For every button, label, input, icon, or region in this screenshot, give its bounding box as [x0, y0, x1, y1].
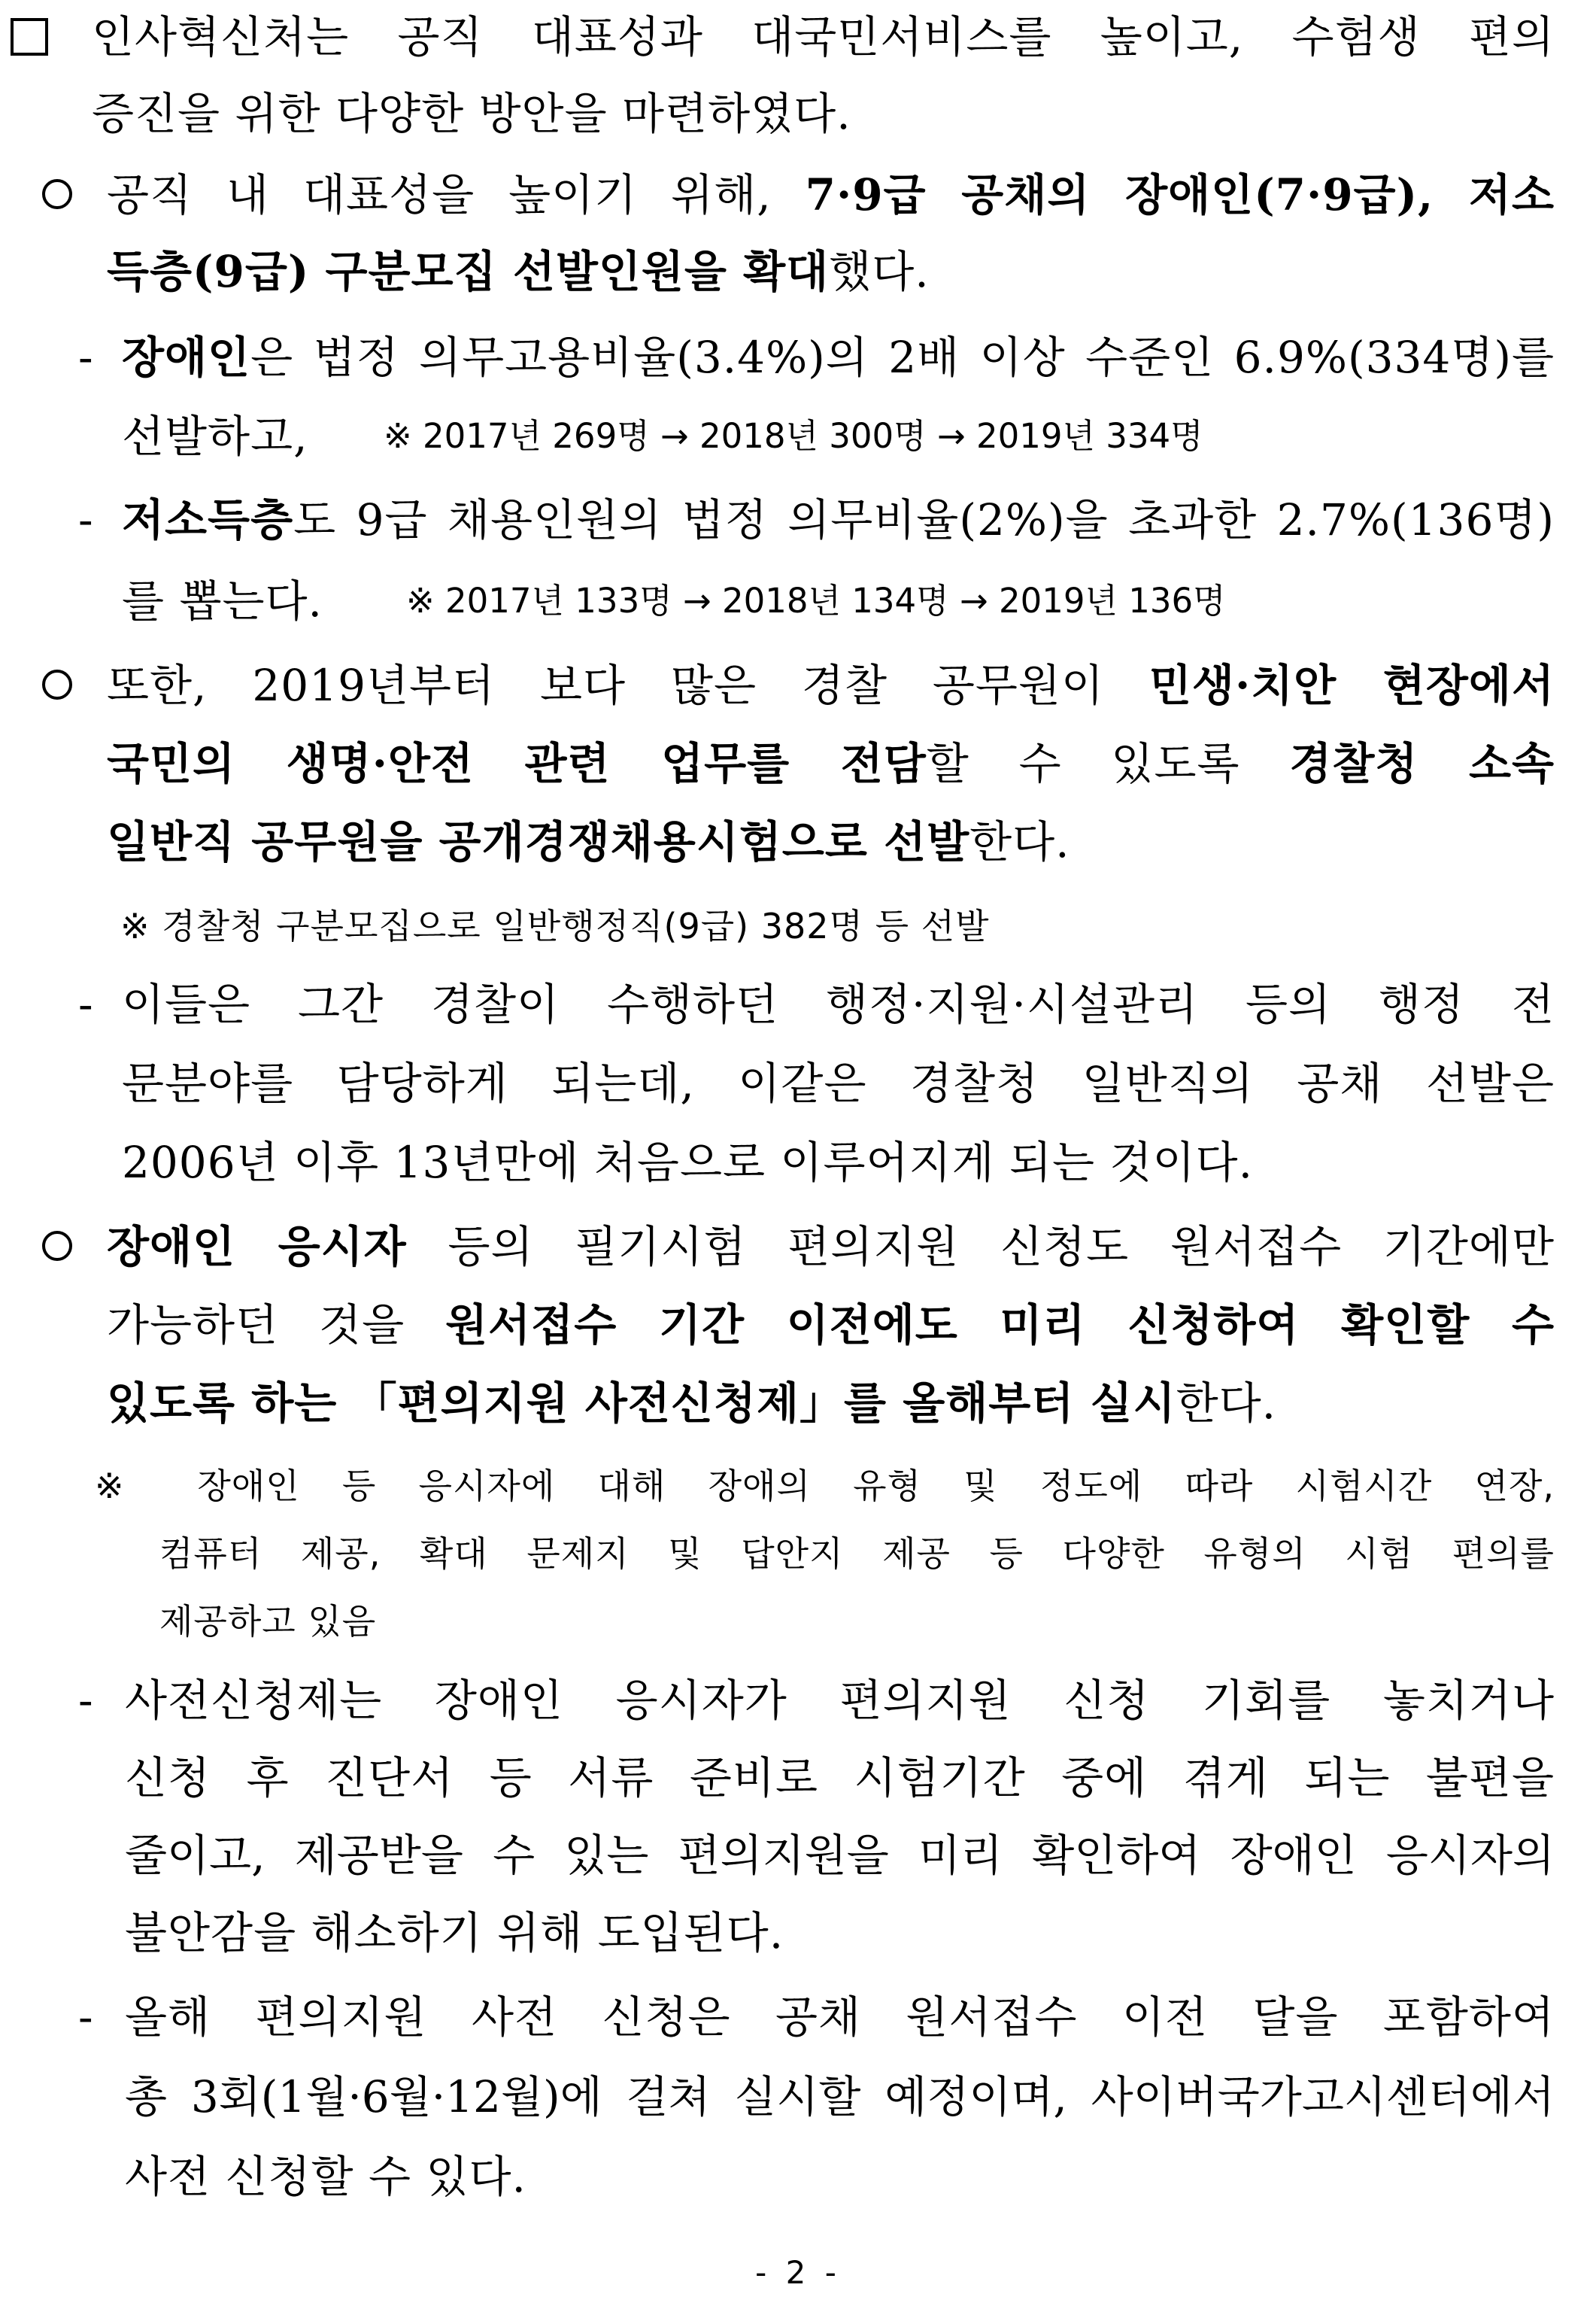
- s4-line2-text: 가능하던 것을: [107, 1299, 446, 1350]
- s4-line1: [107, 1220, 1555, 1273]
- s3-line1-bold: 민생·치안 현장에서: [1148, 660, 1555, 711]
- s4-d2-line3: 사전 신청할 수 있다.: [125, 2151, 526, 2202]
- s4-note-line1: ※ 장애인 등 응시자에 대해 장애의 유형 및 정도에 따라 시험시간 연장,: [95, 1466, 1555, 1506]
- s4-d1-line4: 불안감을 해소하기 위해 도입된다.: [125, 1907, 784, 1958]
- s3-line1: [107, 659, 1555, 712]
- page-number: - 2 -: [755, 2254, 841, 2291]
- s2-line2: [107, 245, 930, 298]
- s1-line2: 증진을 위한 다양한 방안을 마련하였다.: [92, 88, 851, 139]
- s3-line2-text: 할 수 있도록: [926, 738, 1290, 789]
- s2-d1-text: 은 법정 의무고용비율(3.4%)의 2배 이상 수준인 6.9%(334명)를: [250, 332, 1555, 383]
- dash-bullet: -: [78, 979, 93, 1030]
- s4-line3-bold: 있도록 하는 「편의지원 사전신청제」를 올해부터 실시: [107, 1378, 1176, 1429]
- s2-line1-bold: 7·9급 공채의 장애인(7·9급), 저소: [805, 169, 1555, 220]
- s3-line3: [107, 816, 1070, 868]
- s4-line3: [107, 1377, 1276, 1429]
- s2-d2-text: 도 9급 채용인원의 법정 의무비율(2%)을 초과한 2.7%(136명): [293, 494, 1555, 545]
- s4-d2-line1: 올해 편의지원 사전 신청은 공채 원서접수 이전 달을 포함하여: [125, 1991, 1555, 2043]
- dash-bullet: -: [78, 1991, 93, 2043]
- s2-line1: [107, 169, 1555, 221]
- s4-d1-line1: 사전신청제는 장애인 응시자가 편의지원 신청 기회를 놓치거나: [125, 1675, 1555, 1726]
- s4-line2: [107, 1299, 1555, 1351]
- s3-line2: [107, 737, 1555, 790]
- s4-line1-bold: 장애인 응시자: [107, 1221, 407, 1272]
- s4-line3-text: 한다.: [1176, 1378, 1277, 1429]
- s3-line1-text: 또한, 2019년부터 보다 많은 경찰 공무원이: [107, 660, 1149, 711]
- s2-d2-line1: [122, 494, 1555, 546]
- s3-line2-bold-b: 경찰청 소속: [1289, 738, 1555, 789]
- circle-bullet-icon: [42, 179, 72, 209]
- s2-line2-bold: 득층(9급) 구분모집 선발인원을 확대: [107, 246, 830, 297]
- s2-line2-text: 했다.: [829, 246, 930, 297]
- s3-note: ※ 경찰청 구분모집으로 일반행정직(9급) 382명 등 선발: [120, 906, 990, 946]
- s1-line1: 인사혁신처는 공직 대표성과 대국민서비스를 높이고, 수험생 편의: [92, 11, 1555, 62]
- s3-d1-line2: 문분야를 담당하게 되는데, 이같은 경찰청 일반직의 공채 선발은: [122, 1058, 1555, 1109]
- s4-note-line3: 제공하고 있음: [159, 1601, 377, 1642]
- s3-d1-line3: 2006년 이후 13년만에 처음으로 이루어지게 되는 것이다.: [122, 1137, 1254, 1188]
- s2-d1-note: ※ 2017년 269명 → 2018년 300명 → 2019년 334명: [384, 416, 1203, 456]
- s4-line2-bold: 원서접수 기간 이전에도 미리 신청하여 확인할 수: [445, 1299, 1555, 1350]
- s2-d2-line2: 를 뽑는다.: [122, 576, 323, 627]
- s2-d2-bold: 저소득층: [122, 494, 294, 545]
- s3-line3-bold: 일반직 공무원을 공개경쟁채용시험으로 선발: [107, 816, 970, 867]
- s4-line1-text: 등의 필기시험 편의지원 신청도 원서접수 기간에만: [406, 1221, 1555, 1272]
- dash-bullet: -: [78, 332, 93, 383]
- s2-d1-line1: [122, 331, 1555, 384]
- dash-bullet: -: [78, 494, 93, 545]
- s2-d1-line2: 선발하고,: [122, 411, 308, 462]
- circle-bullet-icon: [42, 1231, 72, 1261]
- dash-bullet: -: [78, 1675, 93, 1726]
- circle-bullet-icon: [42, 670, 72, 700]
- s3-line2-bold-a: 국민의 생명·안전 관련 업무를 전담: [107, 738, 927, 789]
- square-bullet-icon: [11, 18, 48, 56]
- s3-d1-line1: 이들은 그간 경찰이 수행하던 행정·지원·시설관리 등의 행정 전: [122, 979, 1555, 1030]
- s2-line1-text: 공직 내 대표성을 높이기 위해,: [107, 169, 806, 220]
- s3-line3-text: 한다.: [969, 816, 1070, 867]
- s2-d2-note: ※ 2017년 133명 → 2018년 134명 → 2019년 136명: [406, 581, 1226, 621]
- s4-d1-line3: 줄이고, 제공받을 수 있는 편의지원을 미리 확인하여 장애인 응시자의: [125, 1830, 1555, 1881]
- s2-d1-bold: 장애인: [122, 332, 251, 383]
- s4-d2-line2: 총 3회(1월·6월·12월)에 걸쳐 실시할 예정이며, 사이버국가고시센터에서: [125, 2071, 1555, 2122]
- s4-note-line2: 컴퓨터 제공, 확대 문제지 및 답안지 제공 등 다양한 유형의 시험 편의를: [159, 1533, 1555, 1574]
- s4-d1-line2: 신청 후 진단서 등 서류 준비로 시험기간 중에 겪게 되는 불편을: [125, 1752, 1555, 1803]
